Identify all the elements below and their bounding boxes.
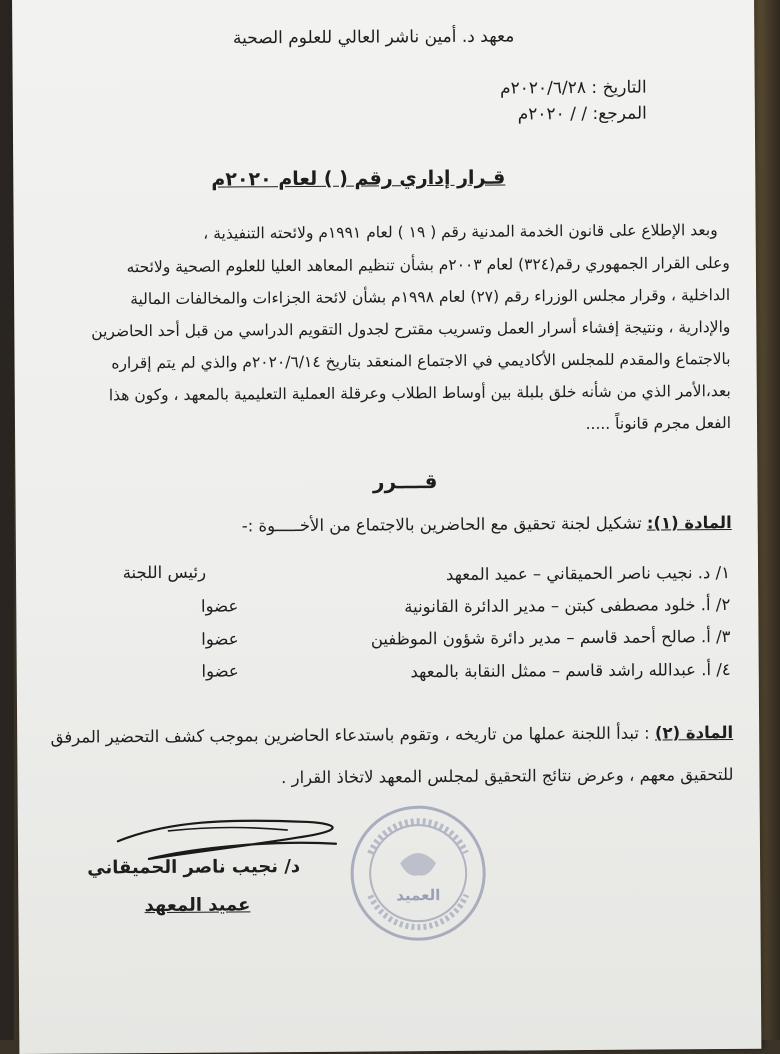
article-2-continued: للتحقيق معهم ، وعرض نتائج التحقيق لمجلس المعهد لاتخاذ القرار . (281, 764, 734, 788)
official-stamp (348, 803, 489, 944)
reference-line: المرجع: / / ٢٠٢٠م (517, 103, 647, 125)
date-line: التاريخ : ٢٠٢٠/٦/٢٨م (500, 77, 647, 99)
article-1 (242, 513, 732, 535)
member-name: ٣/ أ. صالح أحمد قاسم – مدير دائرة شؤون الموظفين (370, 626, 731, 649)
preamble-line: وبعد الإطلاع على قانون الخدمة المدنية رقم ( ١٩ ) لعام ١٩٩١م ولائحته التنفيذية ، (203, 221, 718, 243)
signatory-name: د/ نجيب ناصر الحميقاني (87, 856, 301, 879)
eagle-emblem-icon (400, 853, 436, 876)
preamble-line: بعد،الأمر الذي من شأنه خلق بلبلة بين أوساط الطلاب وعرقلة العملية التعليمية بالمعهد ، وكون هذا (108, 381, 731, 405)
member-role: عضوا (201, 661, 239, 681)
member-role: عضوا (200, 596, 239, 616)
member-name: ٤/ أ. عبدالله راشد قاسم – ممثل النقابة بالمعهد (410, 659, 731, 682)
preamble-line: الداخلية ، وقرار مجلس الوزراء رقم (٢٧) لعام ١٩٩٨م بشأن لائحة الجزاءات والمخالفات المالية (130, 285, 731, 309)
preamble-line: وعلى القرار الجمهوري رقم(٣٢٤) لعام ٢٠٠٣م بشأن تنظيم المعاهد العليا للعلوم الصحية ولائحته (126, 253, 730, 277)
article-2-text: : تبدأ اللجنة عملها من تاريخه ، وتقوم باستدعاء الحاضرين بموجب كشف التحضير المرفق (50, 723, 656, 747)
decision-title: قـرار إداري رقم ( ) لعام ٢٠٢٠م (211, 166, 506, 191)
preamble-line: بالاجتماع والمقدم للمجلس الأكاديمي في الاجتماع المنعقد بتاريخ ٢٠٢٠/٦/١٤م والذي لم يتم إقراره (111, 349, 731, 373)
preamble-line: الفعل مجرم قانوناً ..... (585, 413, 732, 434)
institute-name: معهد د. أمين ناشر العالي للعلوم الصحية (232, 26, 515, 49)
document-page (12, 0, 761, 1054)
stamp-center-text: العميد (396, 886, 441, 905)
member-role: رئيس اللجنة (122, 562, 207, 583)
member-name: ١/ د. نجيب ناصر الحميقاني – عميد المعهد (445, 563, 731, 584)
article-2-label: المادة (٢) (654, 722, 734, 743)
member-role: عضوا (201, 629, 239, 649)
article-2 (50, 723, 733, 747)
article-1-text: تشكيل لجنة تحقيق مع الحاضرين بالاجتماع من الأخـــــوة :- (241, 513, 647, 536)
signatory-title: عميد المعهد (144, 894, 251, 917)
preamble-line: والإدارية ، ونتيجة إفشاء أسرار العمل وتسريب مقترح لجدول التقويم الدراسي من قبل أحد الحاضرين (91, 317, 731, 341)
decree-heading: قــــرر (372, 469, 438, 494)
member-name: ٢/ أ. خلود مصطفى كبتن – مدير الدائرة القانونية (404, 595, 731, 617)
background-edge-left (0, 0, 14, 1040)
article-1-label: المادة (١): (646, 512, 732, 533)
